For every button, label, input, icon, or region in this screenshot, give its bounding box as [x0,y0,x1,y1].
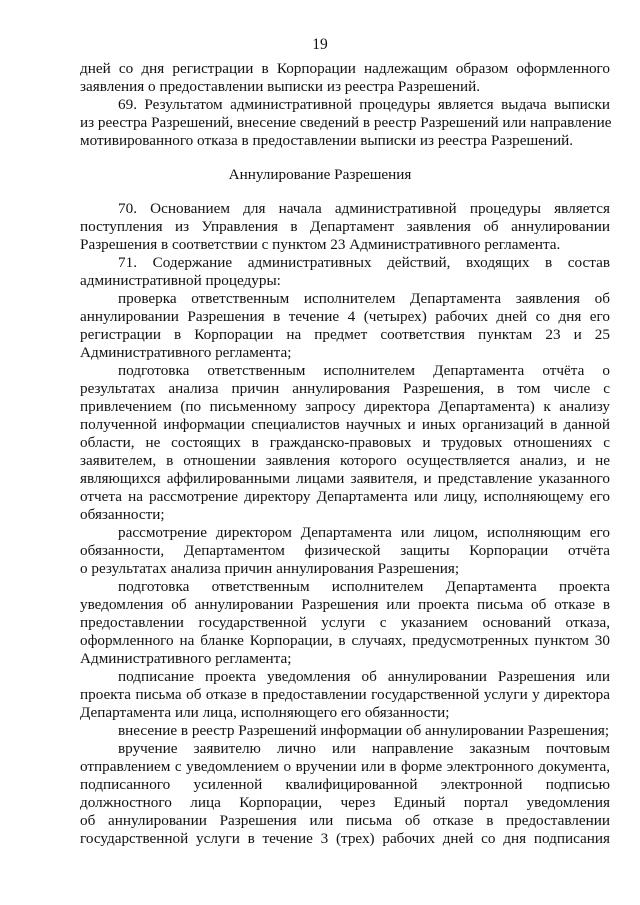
text-line: государственной услуги в течение 3 (трех) рабочих дней со дня подписания [80,830,610,847]
text-line: подготовка ответственным исполнителем Департамента отчёта о [118,362,610,379]
text-line: Департамента или лица, исполняющего его обязанности; [80,704,450,721]
text-line: предоставлении государственной услуги с указанием оснований отказа, [80,614,610,631]
text-line: вручение заявителю лично или направление заказным почтовым [118,740,610,757]
text-line: из реестра Разрешений, внесение сведений в реестр Разрешений или направление [80,114,612,131]
text-line: 71. Содержание административных действий, входящих в состав [118,254,610,271]
text-line: дней со дня регистрации в Корпорации надлежащим образом оформленного [80,60,610,77]
text-line: оформленного на бланке Корпорации, в случаях, предусмотренных пунктом 30 [80,632,610,649]
text-line: аннулировании Разрешения в течение 4 (четырех) рабочих дней со дня его [80,308,610,325]
text-line: административной процедуры: [80,272,281,289]
text-line: результатах анализа причин аннулирования Разрешения, в том числе с [80,380,610,397]
text-line: поступления из Управления в Департамент заявления об аннулировании [80,218,610,235]
text-line: отправлением с уведомлением о вручении или в форме электронного документа, [80,758,610,775]
section-heading: Аннулирование Разрешения [228,166,412,183]
text-line: являющихся аффилированными лицами заявителя, и представление указанного [80,470,610,487]
text-line: проверка ответственным исполнителем Департамента заявления об [118,290,610,307]
text-line: отчета на рассмотрение директору Департамента или лицу, исполняющему его [80,488,610,505]
text-line: рассмотрение директором Департамента или лицом, исполняющим его [118,524,610,541]
text-line: мотивированного отказа в предоставлении выписки из реестра Разрешений. [80,132,574,149]
text-line: полученной информации специалистов научных и иных организаций в данной [80,416,610,433]
text-line: регистрации в Корпорации на предмет соответствия пунктам 23 и 25 [80,326,610,343]
text-line: подписанного усиленной квалифицированной электронной подписью [80,776,610,793]
text-line: о результатах анализа причин аннулирования Разрешения; [80,560,460,577]
text-line: обязанности; [80,506,165,523]
text-line: обязанности, Департаментом физической защиты Корпорации отчёта [80,542,610,559]
text-line: привлечением (по письменному запросу директора Департамента) к анализу [80,398,610,415]
text-line: внесение в реестр Разрешений информации об аннулировании Разрешения; [118,722,610,739]
text-line: Административного регламента; [80,344,292,361]
text-line: Административного регламента; [80,650,292,667]
text-line: уведомления об аннулировании Разрешения или проекта письма об отказе в [80,596,610,613]
text-line: заявления о предоставлении выписки из реестра Разрешений. [80,78,481,95]
text-line: заявителем, в отношении заявления которого осуществляется анализ, и не [80,452,610,469]
text-line: подписание проекта уведомления об аннулировании Разрешения или [118,668,610,685]
page-number: 19 [312,36,328,53]
text-line: подготовка ответственным исполнителем Департамента проекта [118,578,610,595]
text-line: Разрешения в соответствии с пунктом 23 Административного регламента. [80,236,561,253]
text-line: 69. Результатом административной процедуры является выдача выписки [118,96,610,113]
text-line: должностного лица Корпорации, через Единый портал уведомления [80,794,610,811]
text-line: области, не состоящих в гражданско-правовых и трудовых отношениях с [80,434,610,451]
text-line: проекта письма об отказе в предоставлении государственной услуги у директора [80,686,610,703]
text-line: об аннулировании Разрешения или письма об отказе в предоставлении [80,812,610,829]
text-line: 70. Основанием для начала административной процедуры является [118,200,610,217]
